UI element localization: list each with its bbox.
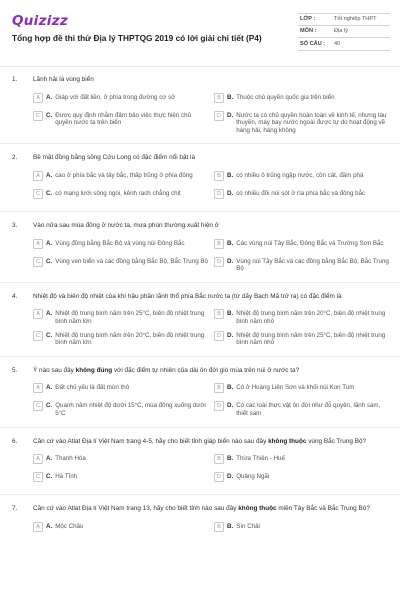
answer-option-b[interactable]: [214, 170, 390, 184]
option-text: Hà Tĩnh: [55, 473, 78, 481]
question-text: [33, 367, 388, 376]
option-letter-box[interactable]: C: [33, 331, 43, 341]
question-number: 1.: [12, 76, 18, 83]
answer-option-d[interactable]: [214, 256, 390, 273]
answer-option-c[interactable]: [33, 256, 209, 273]
answer-options: [33, 238, 388, 273]
question-list: [0, 76, 400, 535]
answer-option-c[interactable]: [33, 471, 209, 485]
option-key: C.: [46, 257, 53, 265]
option-text: Mộc Châu: [55, 522, 84, 530]
option-text: Thừa Thiên - Huế: [236, 455, 285, 463]
option-letter-box[interactable]: D: [214, 189, 224, 199]
option-letter-box[interactable]: D: [214, 472, 224, 482]
question-divider: [0, 356, 400, 357]
option-text: Nhiệt độ trung bình năm trên 25°C, biên độ nhiệt trung bình năm nhỏ: [236, 331, 386, 347]
worksheet-title: Tổng hợp đề thi thử Địa lý THPTQG 2019 có lời giải chi tiết (P4): [12, 33, 262, 43]
answer-options: [33, 382, 388, 417]
question-number: 5.: [12, 366, 18, 374]
answer-option-d[interactable]: [214, 188, 390, 202]
answer-option-d[interactable]: [214, 471, 390, 485]
question-text-lead: Căn cứ vào Atlat Địa lí Việt Nam trang 4-5, hãy cho biết tỉnh giáp biển nào sau đây: [33, 437, 269, 445]
meta-row-subject: [298, 26, 390, 39]
worksheet-meta: [298, 13, 390, 51]
option-letter-box[interactable]: A: [33, 309, 43, 319]
option-key: A.: [46, 239, 53, 247]
worksheet-header: [0, 0, 400, 64]
answer-option-c[interactable]: [33, 188, 209, 202]
option-key: B.: [227, 522, 234, 530]
question-number: 6.: [12, 437, 18, 445]
option-text: có nhiều đồi núi sót ở rìa phía bắc và đông bắc: [236, 189, 366, 197]
option-text: Vùng ven biển và các đồng bằng Bắc Bộ, Bắc Trung Bộ: [55, 257, 208, 265]
option-key: B.: [227, 171, 234, 179]
answer-option-b[interactable]: [214, 521, 390, 535]
option-letter-box[interactable]: D: [214, 111, 224, 121]
meta-value: Địa lý: [334, 28, 348, 35]
answer-option-b[interactable]: [214, 382, 390, 396]
meta-row-count: [298, 38, 390, 51]
option-text: Sìn Chải: [236, 522, 260, 530]
option-text: có mạng lưới sông ngòi, kênh rạch chằng chịt: [55, 189, 181, 197]
question-text-tail: vùng Bắc Trung Bộ?: [306, 437, 367, 445]
option-letter-box[interactable]: D: [214, 331, 224, 341]
meta-key: SỐ CÂU :: [300, 40, 326, 47]
option-key: C.: [46, 111, 53, 119]
answer-option-a[interactable]: [33, 308, 209, 325]
question-item: [0, 367, 400, 418]
option-text: Có ở Hoàng Liên Sơn và khối núi Kon Tum: [236, 384, 355, 392]
question-item: [0, 293, 400, 347]
answer-option-d[interactable]: [214, 400, 390, 417]
meta-key: MÔN :: [300, 28, 317, 35]
option-letter-box[interactable]: A: [33, 239, 43, 249]
answer-options: [33, 92, 388, 135]
question-divider: [0, 143, 400, 144]
option-letter-box[interactable]: B: [214, 454, 224, 464]
option-key: A.: [46, 384, 53, 392]
option-key: B.: [227, 455, 234, 463]
question-text-lead: Ý nào sau đây: [33, 366, 76, 374]
question-number: 2.: [12, 154, 18, 162]
option-key: B.: [227, 93, 234, 101]
option-text: Nhiệt độ trung bình năm trên 20°C, biên độ nhiệt trung bình năm nhỏ: [236, 310, 386, 325]
answer-option-c[interactable]: [33, 330, 209, 347]
option-text: Các vùng núi Tây Bắc, Đông Bắc và Trường Sơn Bắc: [236, 239, 384, 247]
question-text: [33, 438, 388, 447]
answer-option-b[interactable]: [214, 92, 390, 106]
option-text: Quảng Ngãi: [236, 473, 270, 481]
option-key: C.: [46, 473, 53, 481]
option-letter-box[interactable]: C: [33, 257, 43, 267]
answer-option-a[interactable]: [33, 92, 209, 106]
option-text: Được quy định nhằm đảm bảo việc thực hiện chủ quyền nước ta trên biển: [55, 111, 192, 127]
question-text-emphasis: không thuộc: [268, 437, 307, 445]
option-text: Thanh Hóa: [55, 455, 86, 463]
answer-options: [33, 170, 388, 202]
answer-option-a[interactable]: [33, 382, 209, 396]
question-divider: [0, 427, 400, 428]
answer-option-b[interactable]: [214, 453, 390, 467]
option-text: Đất chủ yếu là đất mùn thô: [55, 384, 130, 392]
question-text-tail: miền Tây Bắc và Bắc Trung Bộ?: [276, 505, 370, 513]
question-number: 3.: [12, 221, 18, 229]
question-number: 4.: [12, 292, 18, 300]
option-text: cao ở phía bắc và tây bắc, thấp trũng ở phía đông: [55, 171, 193, 179]
question-text: [33, 293, 388, 302]
option-letter-box[interactable]: C: [33, 189, 43, 199]
option-key: D.: [227, 331, 234, 339]
question-text-lead: Vào nửa sau mùa đông ở nước ta, mưa phùn thường xuất hiện ở: [33, 221, 219, 229]
option-letter-box[interactable]: D: [214, 257, 224, 267]
option-key: B.: [227, 239, 234, 247]
option-letter-box[interactable]: A: [33, 93, 43, 103]
answer-option-c[interactable]: [33, 400, 209, 417]
question-text-lead: Lãnh hải là vùng biển: [33, 76, 94, 83]
answer-option-b[interactable]: [214, 308, 390, 325]
question-text: [33, 154, 388, 163]
option-key: D.: [227, 473, 234, 481]
option-key: C.: [46, 189, 53, 197]
option-letter-box[interactable]: B: [214, 522, 224, 532]
option-key: D.: [227, 257, 234, 265]
option-key: A.: [46, 171, 53, 179]
answer-option-a[interactable]: [33, 453, 209, 467]
answer-options: [33, 308, 388, 346]
question-text-emphasis: không thuộc: [238, 505, 277, 513]
question-text: [33, 76, 388, 85]
question-item: [0, 505, 400, 535]
option-key: A.: [46, 310, 53, 318]
question-item: [0, 438, 400, 486]
header-divider: [0, 66, 400, 67]
option-key: A.: [46, 93, 53, 101]
question-text: [33, 222, 388, 231]
option-text: Nước ta có chủ quyền hoàn toàn về kinh tế, nhưng tàu thuyền, máy bay nước ngoài được tự do hoạt động về hàng hải, hàng không: [236, 111, 387, 134]
option-letter-box[interactable]: B: [214, 239, 224, 249]
question-divider: [0, 282, 400, 283]
option-text: Vùng núi Tây Bắc và các đồng bằng Bắc Bộ, Bắc Trung Bộ: [236, 257, 389, 273]
question-divider: [0, 211, 400, 212]
answer-options: [33, 521, 388, 535]
option-text: Giáp với đất liền, ở phía trong đường cơ sở: [55, 93, 176, 101]
option-key: B.: [227, 310, 234, 318]
option-key: C.: [46, 402, 53, 410]
option-text: Thuộc chủ quyền quốc gia trên biển: [236, 93, 335, 101]
option-text: Có các loài thực vật ôn đới như đỗ quyên, lãnh sam, thiết sam: [236, 402, 381, 417]
question-text-lead: Nhiệt độ và biên độ nhiệt của khí hậu phần lãnh thổ phía Bắc nước ta (từ dãy Bạch Mã trở ra) có đặc điểm là: [33, 292, 342, 300]
option-key: A.: [46, 455, 53, 463]
option-letter-box[interactable]: B: [214, 383, 224, 393]
question-item: [0, 222, 400, 273]
answer-option-d[interactable]: [214, 110, 390, 135]
option-letter-box[interactable]: A: [33, 383, 43, 393]
option-letter-box[interactable]: B: [214, 171, 224, 181]
answer-option-a[interactable]: [33, 170, 209, 184]
meta-row-class: [298, 13, 390, 26]
option-text: Nhiệt độ trung bình năm trên 25°C, biên độ nhiệt trung bình năm lớn: [55, 310, 205, 325]
answer-option-c[interactable]: [33, 110, 209, 135]
question-item: [0, 154, 400, 202]
question-number: 7.: [12, 505, 18, 513]
answer-option-a[interactable]: [33, 238, 209, 252]
option-letter-box[interactable]: C: [33, 111, 43, 121]
option-key: A.: [46, 522, 53, 530]
answer-option-d[interactable]: [214, 330, 390, 347]
option-key: D.: [227, 402, 234, 410]
option-letter-box[interactable]: C: [33, 472, 43, 482]
option-text: có nhiều ô trũng ngập nước, cồn cát, đầm phá: [236, 171, 364, 179]
option-letter-box[interactable]: B: [214, 309, 224, 319]
option-text: Quanh năm nhiệt độ dưới 15°C, mùa đông xuống dưới 5°C: [55, 402, 206, 417]
option-key: B.: [227, 384, 234, 392]
question-text: [33, 505, 388, 514]
option-key: D.: [227, 189, 234, 197]
option-letter-box[interactable]: D: [214, 401, 224, 411]
meta-value: Tốt nghiệp THPT: [334, 16, 377, 23]
question-divider: [0, 494, 400, 495]
option-letter-box[interactable]: A: [33, 522, 43, 532]
question-text-lead: Bề mặt đồng bằng sông Cửu Long có đặc điểm nổi bật là: [33, 154, 196, 162]
option-text: Vùng đồng bằng Bắc Bộ và vùng núi Đông Bắc: [55, 239, 185, 247]
answer-options: [33, 453, 388, 485]
option-letter-box[interactable]: C: [33, 401, 43, 411]
question-text-tail: với đặc điểm tự nhiên của dải ôn đới gió mùa trên núi ở nước ta?: [112, 366, 300, 374]
question-item: [0, 76, 400, 134]
option-key: D.: [227, 111, 234, 119]
option-letter-box[interactable]: A: [33, 454, 43, 464]
option-key: C.: [46, 331, 53, 339]
question-text-lead: Căn cứ vào Atlat Địa lí Việt Nam trang 13, hãy cho biết tỉnh nào sau đây: [33, 505, 239, 513]
quizizz-logo: Quizizz: [12, 13, 69, 29]
question-text-emphasis: không đúng: [75, 366, 113, 374]
answer-option-b[interactable]: [214, 238, 390, 252]
option-letter-box[interactable]: B: [214, 93, 224, 103]
meta-key: LỚP :: [300, 16, 316, 23]
option-text: Nhiệt độ trung bình năm trên 20°C, biên độ nhiệt trung bình năm lớn: [55, 331, 205, 347]
meta-value: 40: [334, 40, 341, 47]
option-letter-box[interactable]: A: [33, 171, 43, 181]
answer-option-a[interactable]: [33, 521, 209, 535]
